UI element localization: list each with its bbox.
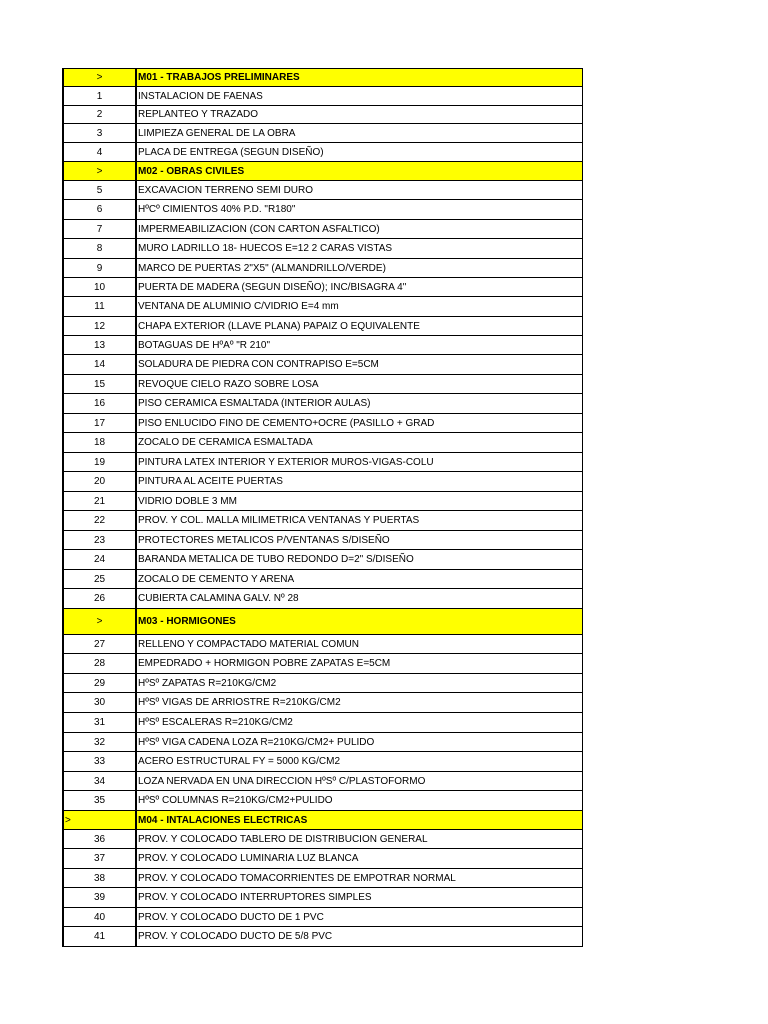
table-row [62,888,583,908]
item-number: 12 [62,317,137,335]
item-description: PROV. Y COLOCADO LUMINARIA LUZ BLANCA [137,849,583,868]
item-description: EMPEDRADO + HORMIGON POBRE ZAPATAS E=5CM [137,654,583,673]
item-number: 33 [62,752,137,771]
table-row [62,830,583,849]
item-description: ZOCALO DE CEMENTO Y ARENA [137,570,583,588]
item-description: PISO ENLUCIDO FINO DE CEMENTO+OCRE (PASILLO + GRAD [137,414,583,432]
table-row [62,733,583,752]
item-table [62,68,583,947]
item-number: 16 [62,394,137,413]
table-row [62,414,583,433]
item-description: PROV. Y COLOCADO INTERRUPTORES SIMPLES [137,888,583,907]
item-description: HºSº VIGAS DE ARRIOSTRE R=210KG/CM2 [137,693,583,712]
item-description: RELLENO Y COMPACTADO MATERIAL COMUN [137,635,583,653]
item-description: HºSº VIGA CADENA LOZA R=210KG/CM2+ PULIDO [137,733,583,751]
table-row [62,849,583,869]
item-number: 10 [62,278,137,296]
item-number: 37 [62,849,137,868]
section-marker: > [62,609,137,634]
item-description: PINTURA LATEX INTERIOR Y EXTERIOR MUROS-VIGAS-COLU [137,453,583,471]
section-title: M02 - OBRAS CIVILES [137,162,583,180]
item-description: PISO CERAMICA ESMALTADA (INTERIOR AULAS) [137,394,583,413]
item-description: PROV. Y COL. MALLA MILIMETRICA VENTANAS Y PUERTAS [137,511,583,530]
item-number: 41 [62,927,137,946]
item-number: 4 [62,143,137,161]
item-number: 29 [62,674,137,692]
table-row [62,297,583,317]
item-number: 21 [62,492,137,510]
table-row [62,550,583,570]
section-header-row [62,68,583,87]
section-title: M01 - TRABAJOS PRELIMINARES [137,69,583,86]
section-marker: > [62,69,137,86]
item-number: 19 [62,453,137,471]
table-row [62,654,583,674]
table-row [62,869,583,888]
item-number: 6 [62,200,137,219]
item-number: 15 [62,375,137,393]
item-number: 18 [62,433,137,452]
item-description: BOTAGUAS DE HºAº "R 210" [137,336,583,354]
item-description: VIDRIO DOBLE 3 MM [137,492,583,510]
section-marker: > [62,811,137,829]
item-description: EXCAVACION TERRENO SEMI DURO [137,181,583,199]
item-description: PROV. Y COLOCADO TABLERO DE DISTRIBUCION GENERAL [137,830,583,848]
table-row [62,200,583,220]
table-row [62,492,583,511]
item-number: 34 [62,772,137,790]
item-number: 11 [62,297,137,316]
table-row [62,106,583,124]
table-row [62,927,583,947]
item-number: 36 [62,830,137,848]
table-row [62,181,583,200]
item-number: 8 [62,239,137,258]
item-description: PROTECTORES METALICOS P/VENTANAS S/DISEÑO [137,531,583,549]
item-description: CHAPA EXTERIOR (LLAVE PLANA) PAPAIZ O EQUIVALENTE [137,317,583,335]
item-number: 17 [62,414,137,432]
item-description: HºSº COLUMNAS R=210KG/CM2+PULIDO [137,791,583,810]
item-description: INSTALACION DE FAENAS [137,87,583,105]
item-description: SOLADURA DE PIEDRA CON CONTRAPISO E=5CM [137,355,583,374]
item-number: 1 [62,87,137,105]
item-description: ZOCALO DE CERAMICA ESMALTADA [137,433,583,452]
item-number: 39 [62,888,137,907]
item-description: HºCº CIMIENTOS 40% P.D. "R180" [137,200,583,219]
item-description: IMPERMEABILIZACION (CON CARTON ASFALTICO) [137,220,583,238]
table-row [62,531,583,550]
table-row [62,394,583,414]
table-row [62,239,583,259]
table-row [62,143,583,162]
table-row [62,453,583,472]
item-number: 2 [62,106,137,123]
item-description: PINTURA AL ACEITE PUERTAS [137,472,583,491]
item-number: 27 [62,635,137,653]
item-number: 31 [62,713,137,732]
table-row [62,635,583,654]
item-number: 20 [62,472,137,491]
item-description: CUBIERTA CALAMINA GALV. Nº 28 [137,589,583,608]
table-row [62,124,583,143]
table-row [62,908,583,927]
item-number: 38 [62,869,137,887]
table-row [62,220,583,239]
item-description: PROV. Y COLOCADO TOMACORRIENTES DE EMPOTRAR NORMAL [137,869,583,887]
item-number: 22 [62,511,137,530]
table-row [62,433,583,453]
item-description: BARANDA METALICA DE TUBO REDONDO D=2" S/DISEÑO [137,550,583,569]
item-description: HºSº ZAPATAS R=210KG/CM2 [137,674,583,692]
table-row [62,693,583,713]
item-description: LIMPIEZA GENERAL DE LA OBRA [137,124,583,142]
table-row [62,752,583,772]
item-number: 3 [62,124,137,142]
section-header-row [62,162,583,181]
item-description: PROV. Y COLOCADO DUCTO DE 1 PVC [137,908,583,926]
item-description: REVOQUE CIELO RAZO SOBRE LOSA [137,375,583,393]
item-description: LOZA NERVADA EN UNA DIRECCION HºSº C/PLASTOFORMO [137,772,583,790]
item-description: HºSº ESCALERAS R=210KG/CM2 [137,713,583,732]
item-number: 25 [62,570,137,588]
item-description: VENTANA DE ALUMINIO C/VIDRIO E=4 mm [137,297,583,316]
item-description: PROV. Y COLOCADO DUCTO DE 5/8 PVC [137,927,583,946]
table-row [62,375,583,394]
item-description: PLACA DE ENTREGA (SEGUN DISEÑO) [137,143,583,161]
item-number: 24 [62,550,137,569]
item-number: 13 [62,336,137,354]
table-row [62,570,583,589]
item-description: MURO LADRILLO 18- HUECOS E=12 2 CARAS VISTAS [137,239,583,258]
item-description: PUERTA DE MADERA (SEGUN DISEÑO); INC/BISAGRA 4" [137,278,583,296]
item-number: 5 [62,181,137,199]
table-row [62,472,583,492]
section-header-row [62,811,583,830]
table-row [62,713,583,733]
item-number: 26 [62,589,137,608]
item-number: 40 [62,908,137,926]
table-row [62,772,583,791]
item-description: ACERO ESTRUCTURAL FY = 5000 KG/CM2 [137,752,583,771]
item-number: 7 [62,220,137,238]
item-number: 9 [62,259,137,277]
table-row [62,87,583,106]
table-row [62,317,583,336]
section-title: M04 - INTALACIONES ELECTRICAS [137,811,583,829]
table-row [62,674,583,693]
item-number: 32 [62,733,137,751]
item-number: 35 [62,791,137,810]
section-header-row [62,609,583,635]
table-row [62,589,583,609]
item-number: 23 [62,531,137,549]
table-row [62,791,583,811]
item-number: 28 [62,654,137,673]
table-row [62,355,583,375]
table-row [62,336,583,355]
table-row [62,511,583,531]
item-number: 14 [62,355,137,374]
item-description: REPLANTEO Y TRAZADO [137,106,583,123]
table-row [62,259,583,278]
item-description: MARCO DE PUERTAS 2"X5" (ALMANDRILLO/VERDE) [137,259,583,277]
table-row [62,278,583,297]
item-number: 30 [62,693,137,712]
section-marker: > [62,162,137,180]
section-title: M03 - HORMIGONES [137,609,583,634]
